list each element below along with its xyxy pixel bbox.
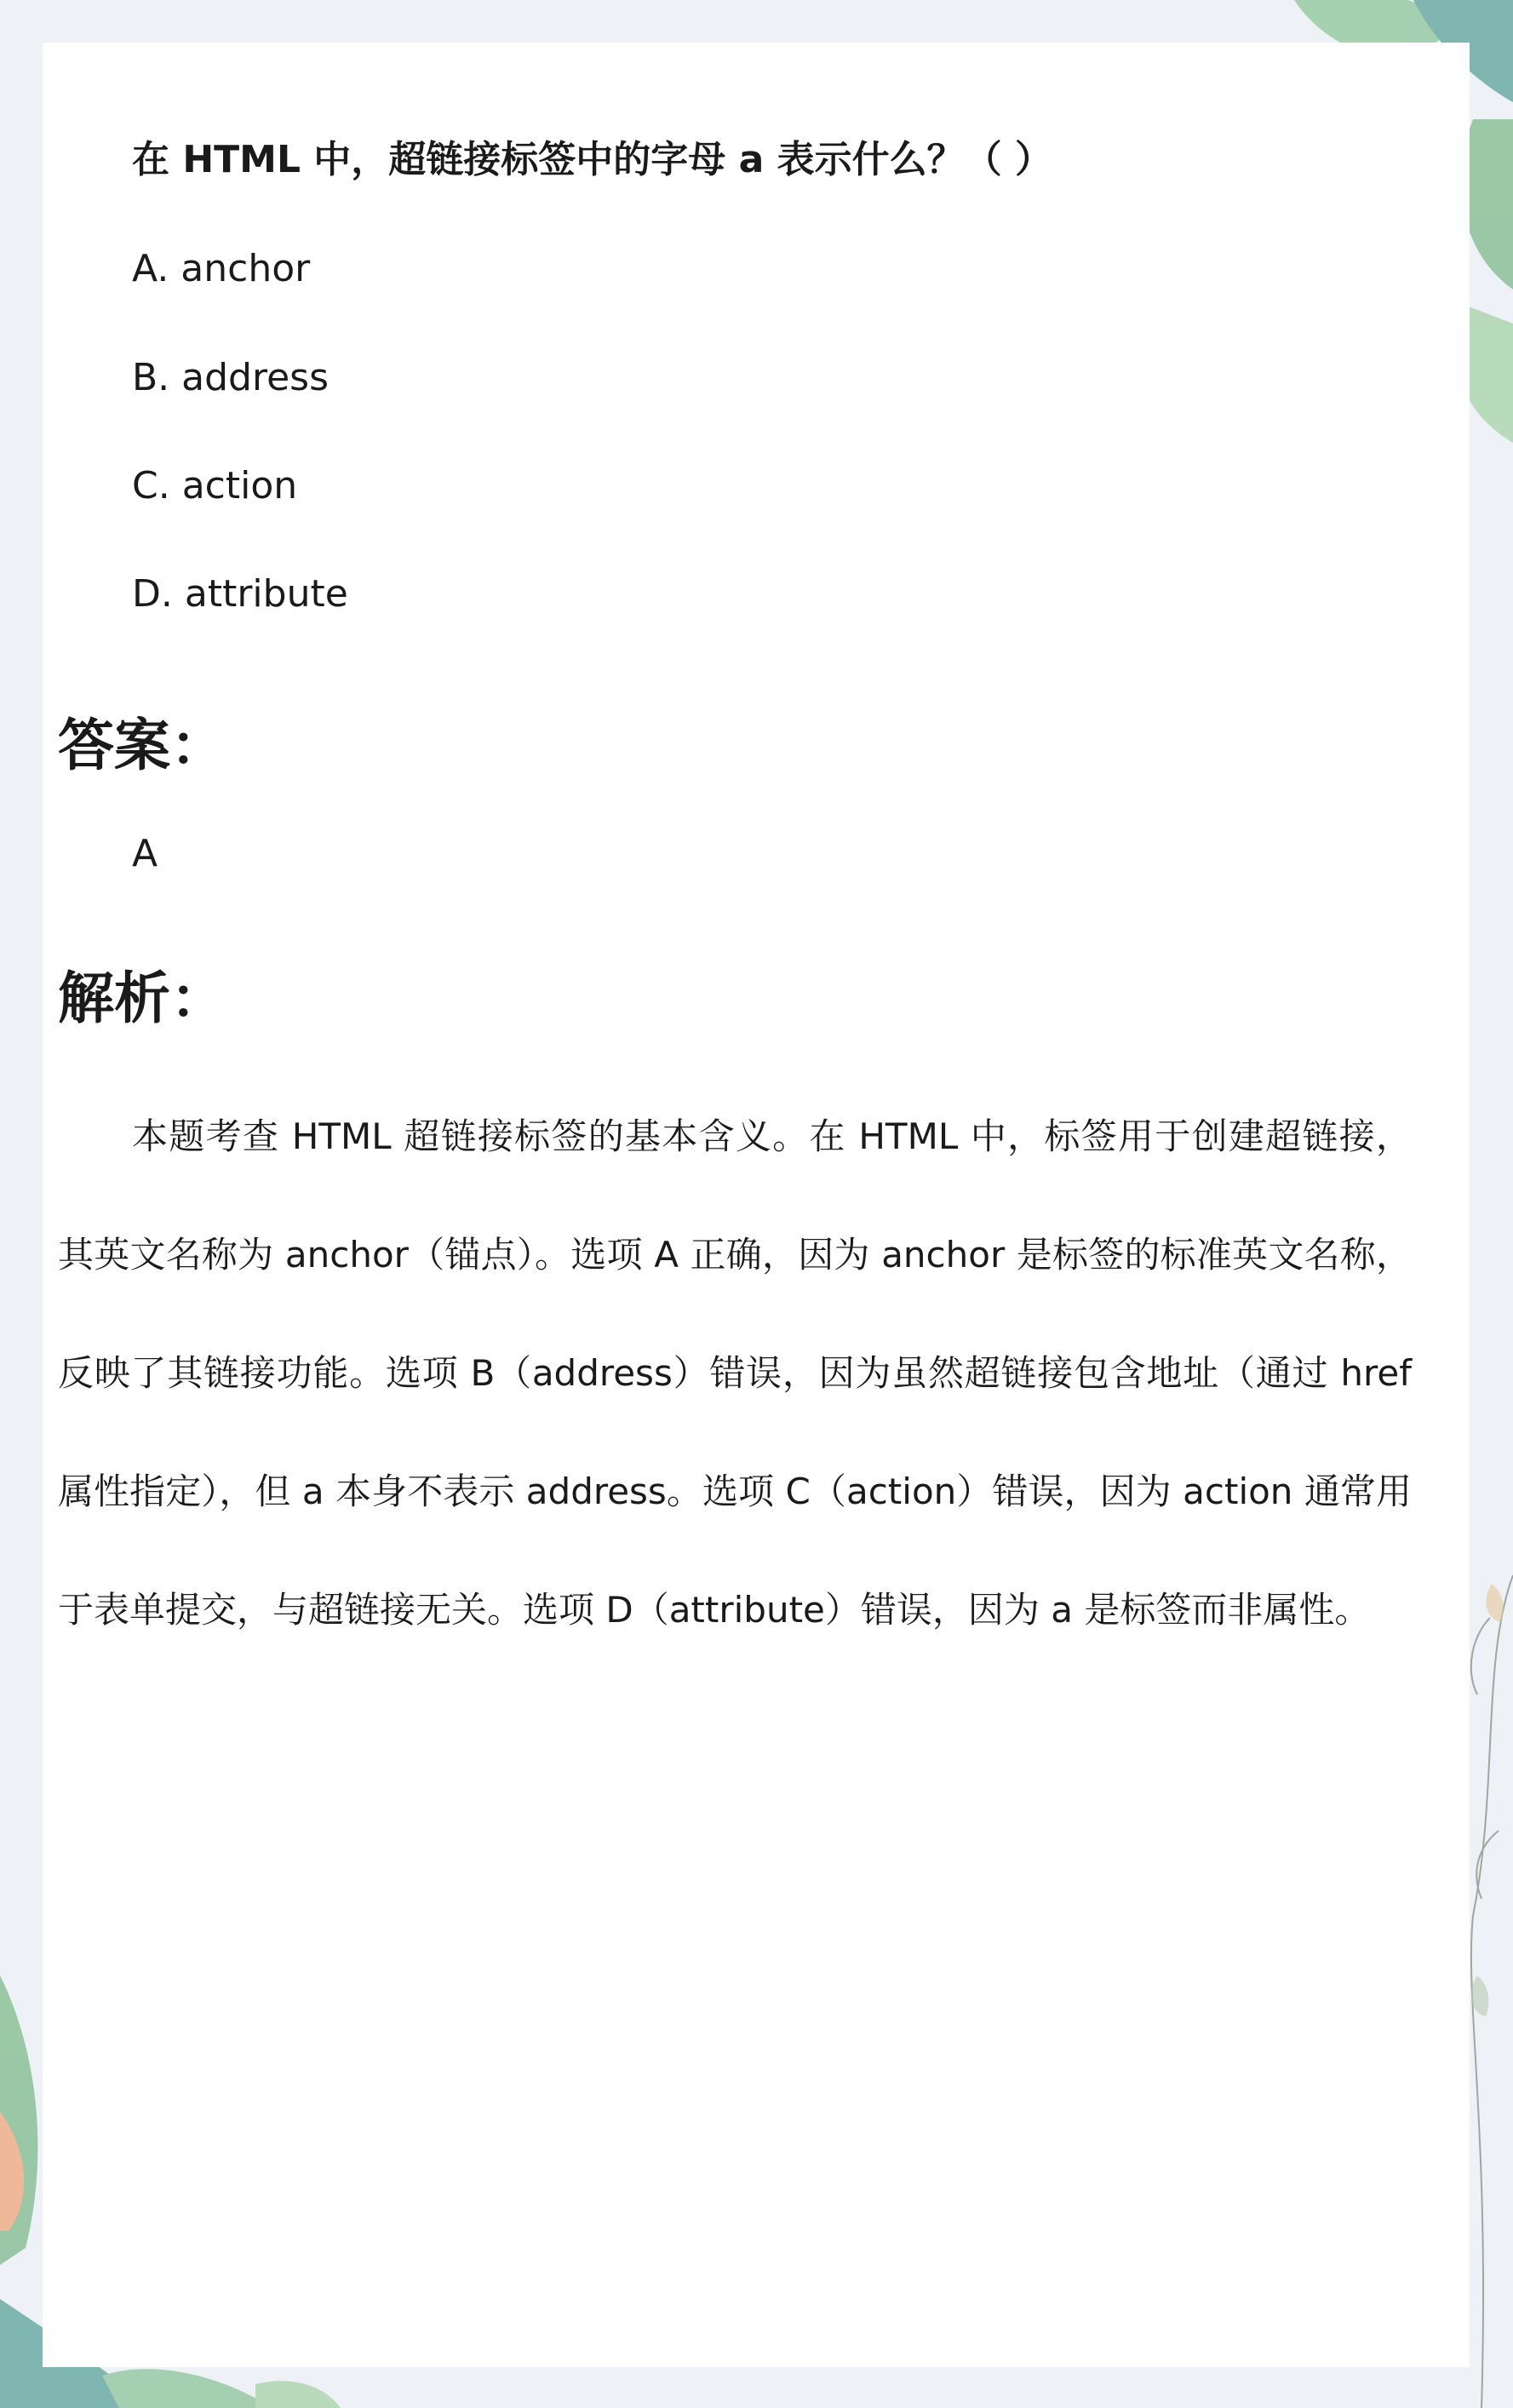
question-text: 在 HTML 中，超链接标签中的字母 a 表示什么？（ ） <box>132 138 1052 181</box>
analysis-heading: 解析： <box>58 966 226 1031</box>
option-d: D. attribute <box>132 572 348 616</box>
option-b: B. address <box>132 356 330 399</box>
answer-heading: 答案： <box>58 713 226 778</box>
option-c: C. action <box>132 464 298 507</box>
analysis-text: 本题考查 HTML 超链接标签的基本含义。在 HTML 中，标签用于创建超链接，其英文名称为 anchor（锚点）。选项 A 正确，因为 anchor 是标签的标准英文名称，反映了其链接功能。选项 B（address）错误，因为虽然超链接包含地址（通过 href 属性指定），但 a 本身不表示 address。选项 C（action）错误，因为 action 通常用于表单提交，与超链接无关。选项 D（attribute）错误，因为 a 是标签而非属性。 <box>58 1115 1412 1631</box>
option-a: A. anchor <box>132 247 311 290</box>
answer-value: A <box>132 832 158 875</box>
